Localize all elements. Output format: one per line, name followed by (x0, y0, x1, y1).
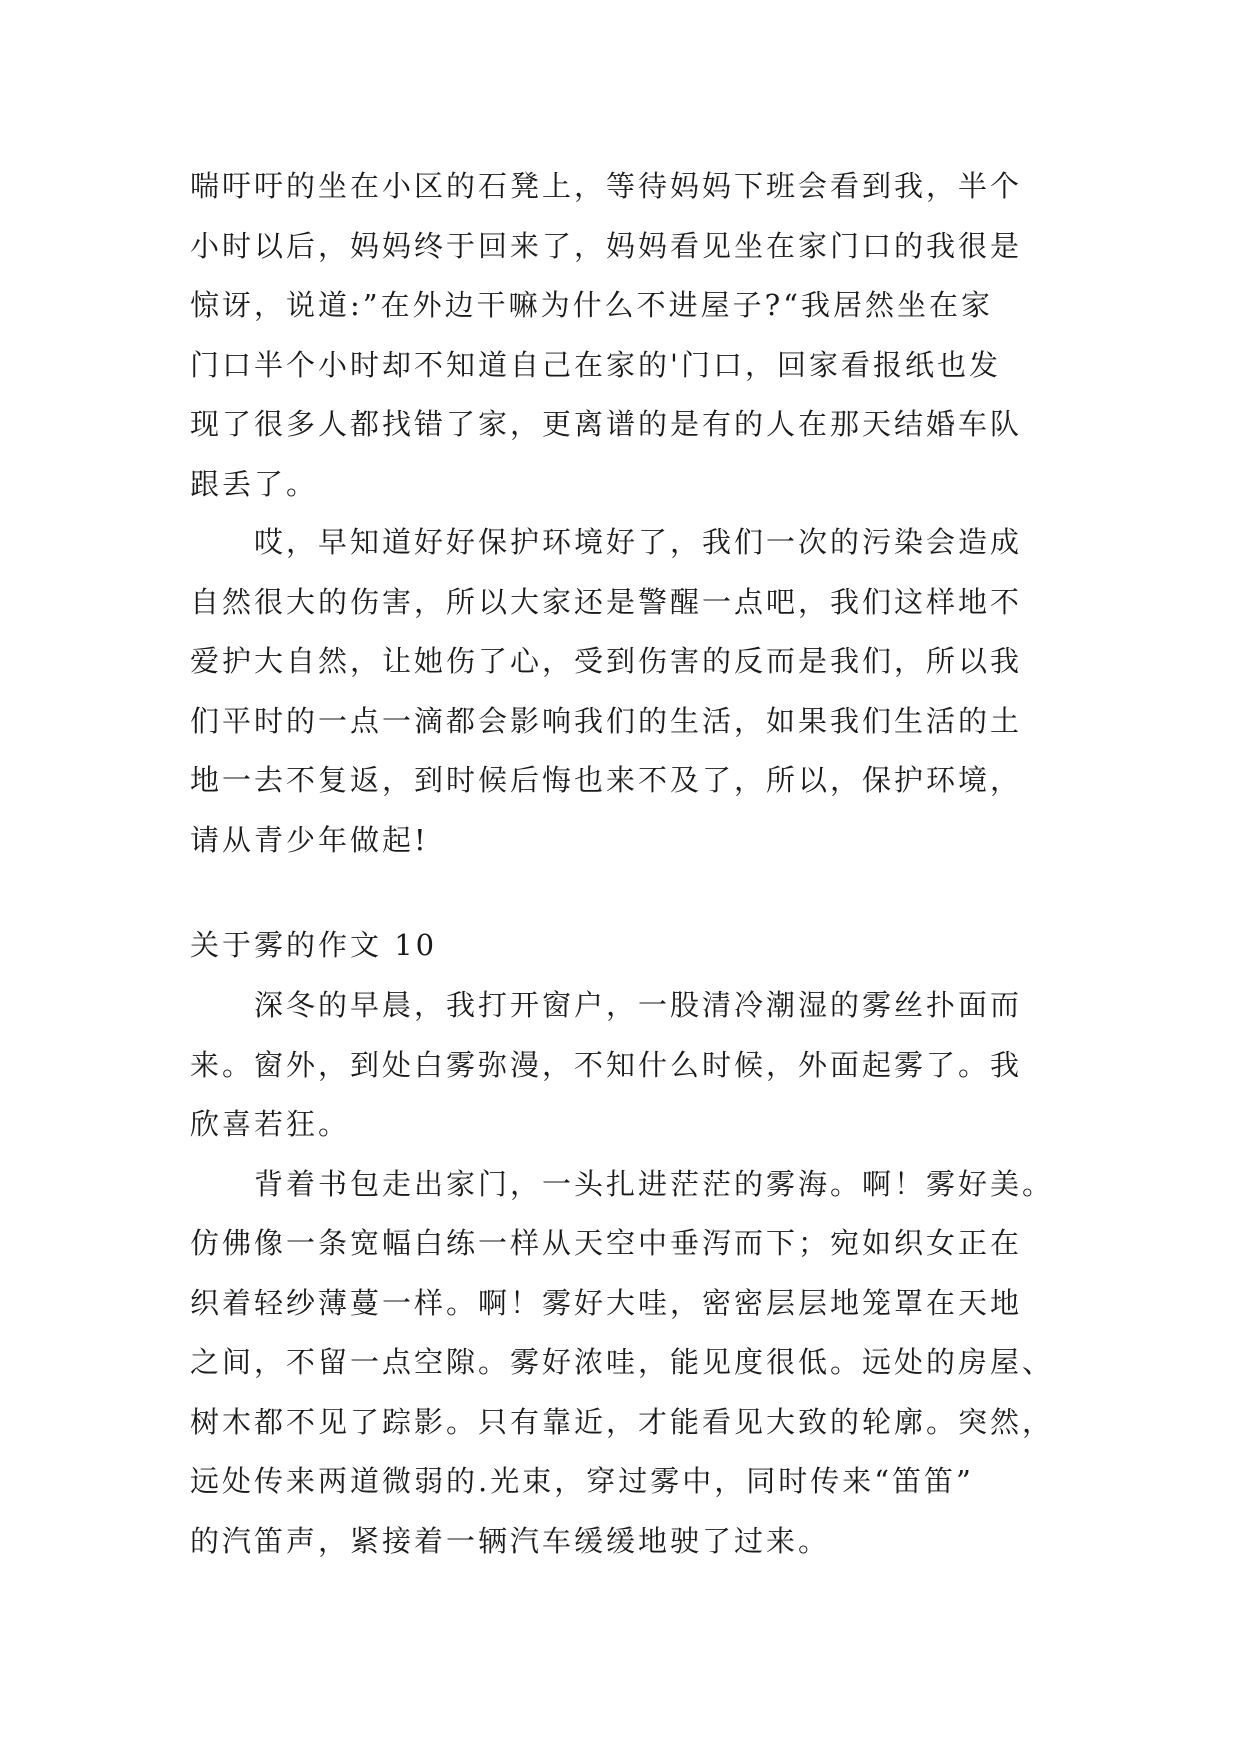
text-line: 的汽笛声，紧接着一辆汽车缓缓地驶了过来。 (190, 1523, 831, 1558)
text-line: 仿佛像一条宽幅白练一样从天空中垂泻而下；宛如织女正在 (190, 1226, 1023, 1260)
text-line: 织着轻纱薄蔓一样。啊！雾好大哇，密密层层地笼罩在天地 (190, 1285, 1023, 1320)
text-line: 深冬的早晨，我打开窗户，一股清冷潮湿的雾丝扑面而 (254, 988, 1023, 1022)
text-line: 跟丢了。 (190, 466, 319, 501)
text-line: 自然很大的伤害，所以大家还是警醒一点吧，我们这样地不 (190, 584, 1023, 619)
paragraph-continued (190, 157, 1070, 514)
text-line: 欣喜若狂。 (190, 1107, 351, 1141)
essay-title: 关于雾的作文 10 (190, 928, 438, 962)
text-line: 们平时的一点一滴都会影响我们的生活，如果我们生活的土 (190, 703, 1023, 738)
text-line: 之间，不留一点空隙。雾好浓哇，能见度很低。远处的房屋、 (190, 1345, 1055, 1379)
text-line: 来。窗外，到处白雾弥漫，不知什么时候，外面起雾了。我 (190, 1047, 1023, 1082)
paragraph-conclusion (190, 513, 1070, 870)
text-line: 远处传来两道微弱的.光束，穿过雾中，同时传来“笛笛” (190, 1464, 974, 1498)
text-line: 背着书包走出家门，一头扎进茫茫的雾海。啊！雾好美。 (254, 1166, 1055, 1201)
text-line: 树木都不见了踪影。只有靠近，才能看见大致的轮廓。突然， (190, 1404, 1055, 1439)
text-line: 门口半个小时却不知道自己在家的'门口，回家看报纸也发 (190, 347, 1001, 382)
text-line: 爱护大自然，让她伤了心，受到伤害的反而是我们，所以我 (190, 644, 1023, 678)
text-line: 哎，早知道好好保护环境好了，我们一次的污染会造成 (254, 525, 1023, 559)
text-line: 地一去不复返，到时候后悔也来不及了，所以，保护环境， (190, 763, 1023, 797)
essay-heading (190, 916, 1070, 976)
text-line: 小时以后，妈妈终于回来了，妈妈看见坐在家门口的我很是 (190, 228, 1023, 263)
text-line: 请从青少年做起! (190, 822, 429, 857)
text-line: 现了很多人都找错了家，更离谱的是有的人在那天结婚车队 (190, 407, 1023, 441)
text-line: 喘吁吁的坐在小区的石凳上，等待妈妈下班会看到我，半个 (190, 169, 1023, 203)
text-line: 惊讶，说道:”在外边干嘛为什么不进屋子?“我居然坐在家 (190, 288, 993, 322)
essay-body (190, 976, 1070, 1571)
